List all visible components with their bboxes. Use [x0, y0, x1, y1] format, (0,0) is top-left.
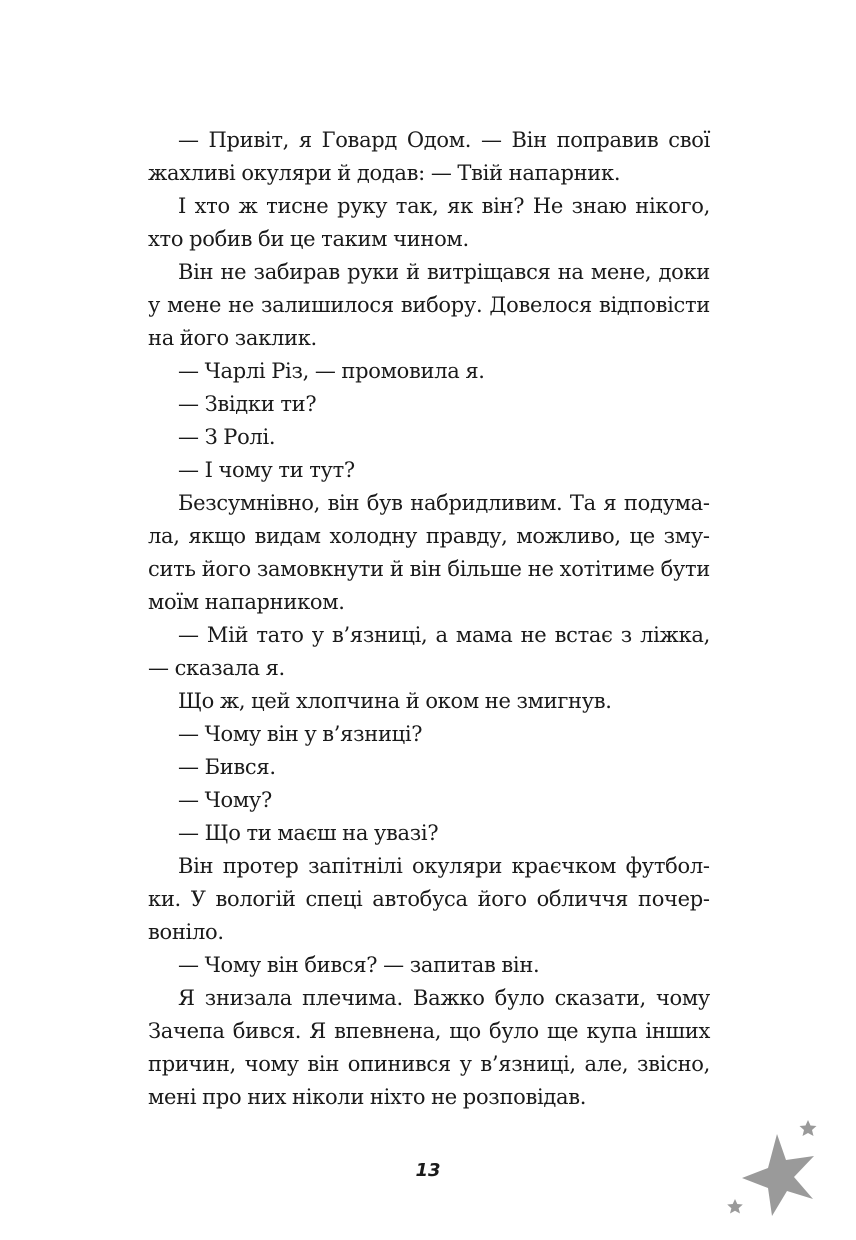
paragraph: — Чому він у в’язниці?	[178, 722, 423, 746]
stars-icon	[720, 1110, 856, 1240]
page-number: 13	[415, 1160, 441, 1181]
paragraph: — Чарлі Різ, — промовила я.	[178, 359, 485, 383]
paragraph: — Чому?	[178, 788, 272, 812]
small-star-icon	[727, 1199, 743, 1214]
paragraph: І хто ж тисне руку так, як він? Не знаю нікого, хто робив би це таким чином.	[148, 194, 710, 251]
paragraph: Він не забирав руки й витріщався на мене, доки у мене не залишилося вибору. Довелося відповісти на його заклик.	[148, 260, 710, 350]
paragraph: — Бився.	[178, 755, 276, 779]
paragraph: Я знизала плечима. Важко було сказати, чому Зачепа бився. Я впевнена, що було ще купа інших причин, чому він опинився у в’язниці, але, звісно, мені про них ніколи ніхто не розповідав.	[148, 986, 710, 1109]
large-star-icon	[742, 1134, 814, 1216]
paragraph: — Звідки ти?	[178, 392, 317, 416]
page-body-text	[148, 124, 710, 1114]
small-star-icon	[800, 1120, 817, 1136]
paragraph: Він протер запітнілі окуляри краєчком футболки. У вологій спеці автобуса його обличчя почервоніло.	[148, 854, 710, 944]
paragraph: — Що ти маєш на увазі?	[178, 821, 439, 845]
paragraph: — Привіт, я Говард Одом. — Він поправив свої жахливі окуляри й додав: — Твій напарник.	[148, 128, 710, 185]
paragraph: Що ж, цей хлопчина й оком не змигнув.	[178, 689, 612, 713]
paragraph: — Мій тато у в’язниці, а мама не встає з ліжка, — сказала я.	[148, 623, 710, 680]
paragraph: — І чому ти тут?	[178, 458, 355, 482]
paragraph: — Чому він бився? — запитав він.	[178, 953, 540, 977]
paragraph: — З Ролі.	[178, 425, 276, 449]
paragraph: Безсумнівно, він був набридливим. Та я подумала, якщо видам холодну правду, можливо, це змусить його замовкнути й він більше не хотітиме бути моїм напарником.	[148, 491, 710, 614]
